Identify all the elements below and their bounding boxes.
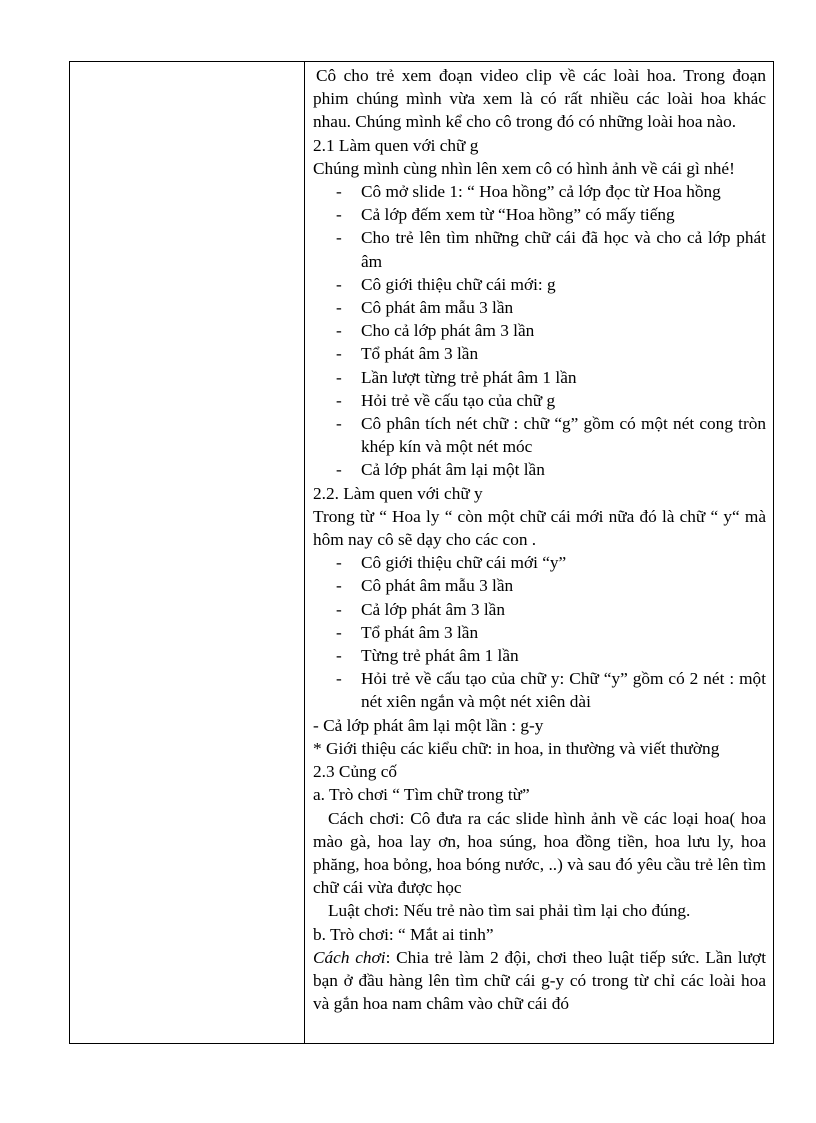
list-item: - Cô phát âm mẫu 3 lần xyxy=(361,574,766,597)
section-2-1-intro: Chúng mình cùng nhìn lên xem cô có hình ảnh về cái gì nhé! xyxy=(313,158,735,178)
list-item: - Hỏi trẻ về cấu tạo của chữ g xyxy=(361,389,766,412)
right-column-cell xyxy=(305,62,774,1044)
game-a-rule: Luật chơi: Nếu trẻ nào tìm sai phải tìm lại cho đúng. xyxy=(328,901,691,921)
game-b-howto-label: Cách chơi xyxy=(313,947,386,967)
game-b-howto xyxy=(313,946,766,1016)
repeat-line: - Cả lớp phát âm lại một lần : g-y xyxy=(313,715,544,735)
list-item: - Cho cả lớp phát âm 3 lần xyxy=(361,319,766,342)
list-item: - Cả lớp phát âm lại một lần xyxy=(361,458,766,481)
list-item: - Hỏi trẻ về cấu tạo của chữ y: Chữ “y” gồm có 2 nét : một nét xiên ngắn và một nét xiên dài xyxy=(361,667,766,713)
list-item: - Tổ phát âm 3 lần xyxy=(361,621,766,644)
game-a-howto: Cách chơi: Cô đưa ra các slide hình ảnh về các loại hoa( hoa mào gà, hoa lay ơn, hoa súng, hoa đồng tiền, hoa lưu ly, hoa phăng, hoa bỏng, hoa bóng nước, ..) và sau đó yêu cầu trẻ lên tìm chữ cái vừa được học xyxy=(313,808,766,898)
section-2-1-list xyxy=(313,180,766,482)
table-row xyxy=(70,62,774,1044)
section-2-2-heading: 2.2. Làm quen với chữ y xyxy=(313,483,483,503)
list-item: - Tổ phát âm 3 lần xyxy=(361,342,766,365)
section-2-2-intro: Trong từ “ Hoa ly “ còn một chữ cái mới nữa đó là chữ “ y“ mà hôm nay cô sẽ dạy cho các con . xyxy=(313,506,766,550)
game-b-title: b. Trò chơi: “ Mắt ai tinh” xyxy=(313,924,494,944)
list-item: - Cô giới thiệu chữ cái mới: g xyxy=(361,273,766,296)
left-column-cell xyxy=(70,62,305,1044)
list-item: - Cả lớp đếm xem từ “Hoa hồng” có mấy tiếng xyxy=(361,203,766,226)
section-2-1-heading: 2.1 Làm quen với chữ g xyxy=(313,135,479,155)
letter-types-line: * Giới thiệu các kiểu chữ: in hoa, in thường và viết thường xyxy=(313,738,720,758)
list-item: - Cả lớp phát âm 3 lần xyxy=(361,598,766,621)
list-item: - Cô mở slide 1: “ Hoa hồng” cả lớp đọc từ Hoa hồng xyxy=(361,180,766,203)
list-item: - Từng trẻ phát âm 1 lần xyxy=(361,644,766,667)
section-2-3-heading: 2.3 Củng cố xyxy=(313,762,398,782)
list-item: - Cô giới thiệu chữ cái mới “y” xyxy=(361,551,766,574)
lesson-table xyxy=(69,61,774,1044)
section-2-2-list xyxy=(313,551,766,713)
game-a-title: a. Trò chơi “ Tìm chữ trong từ” xyxy=(313,785,530,805)
intro-paragraph: Cô cho trẻ xem đoạn video clip về các loài hoa. Trong đoạn phim chúng mình vừa xem là có rất nhiều các loài hoa khác nhau. Chúng mình kể cho cô trong đó có những loài hoa nào. xyxy=(313,66,766,132)
list-item: - Cô phân tích nét chữ : chữ “g” gồm có một nét cong tròn khép kín và một nét móc xyxy=(361,412,766,458)
list-item: - Cô phát âm mẫu 3 lần xyxy=(361,296,766,319)
game-b-howto-text: : Chia trẻ làm 2 đội, chơi theo luật tiếp sức. Lần lượt bạn ở đầu hàng lên tìm chữ cái g-y có trong từ chỉ các loài hoa và gắn hoa nam châm vào chữ cái đó xyxy=(313,947,766,1014)
lesson-content xyxy=(305,62,773,1015)
list-item: - Lần lượt từng trẻ phát âm 1 lần xyxy=(361,366,766,389)
list-item: - Cho trẻ lên tìm những chữ cái đã học và cho cả lớp phát âm xyxy=(361,226,766,272)
